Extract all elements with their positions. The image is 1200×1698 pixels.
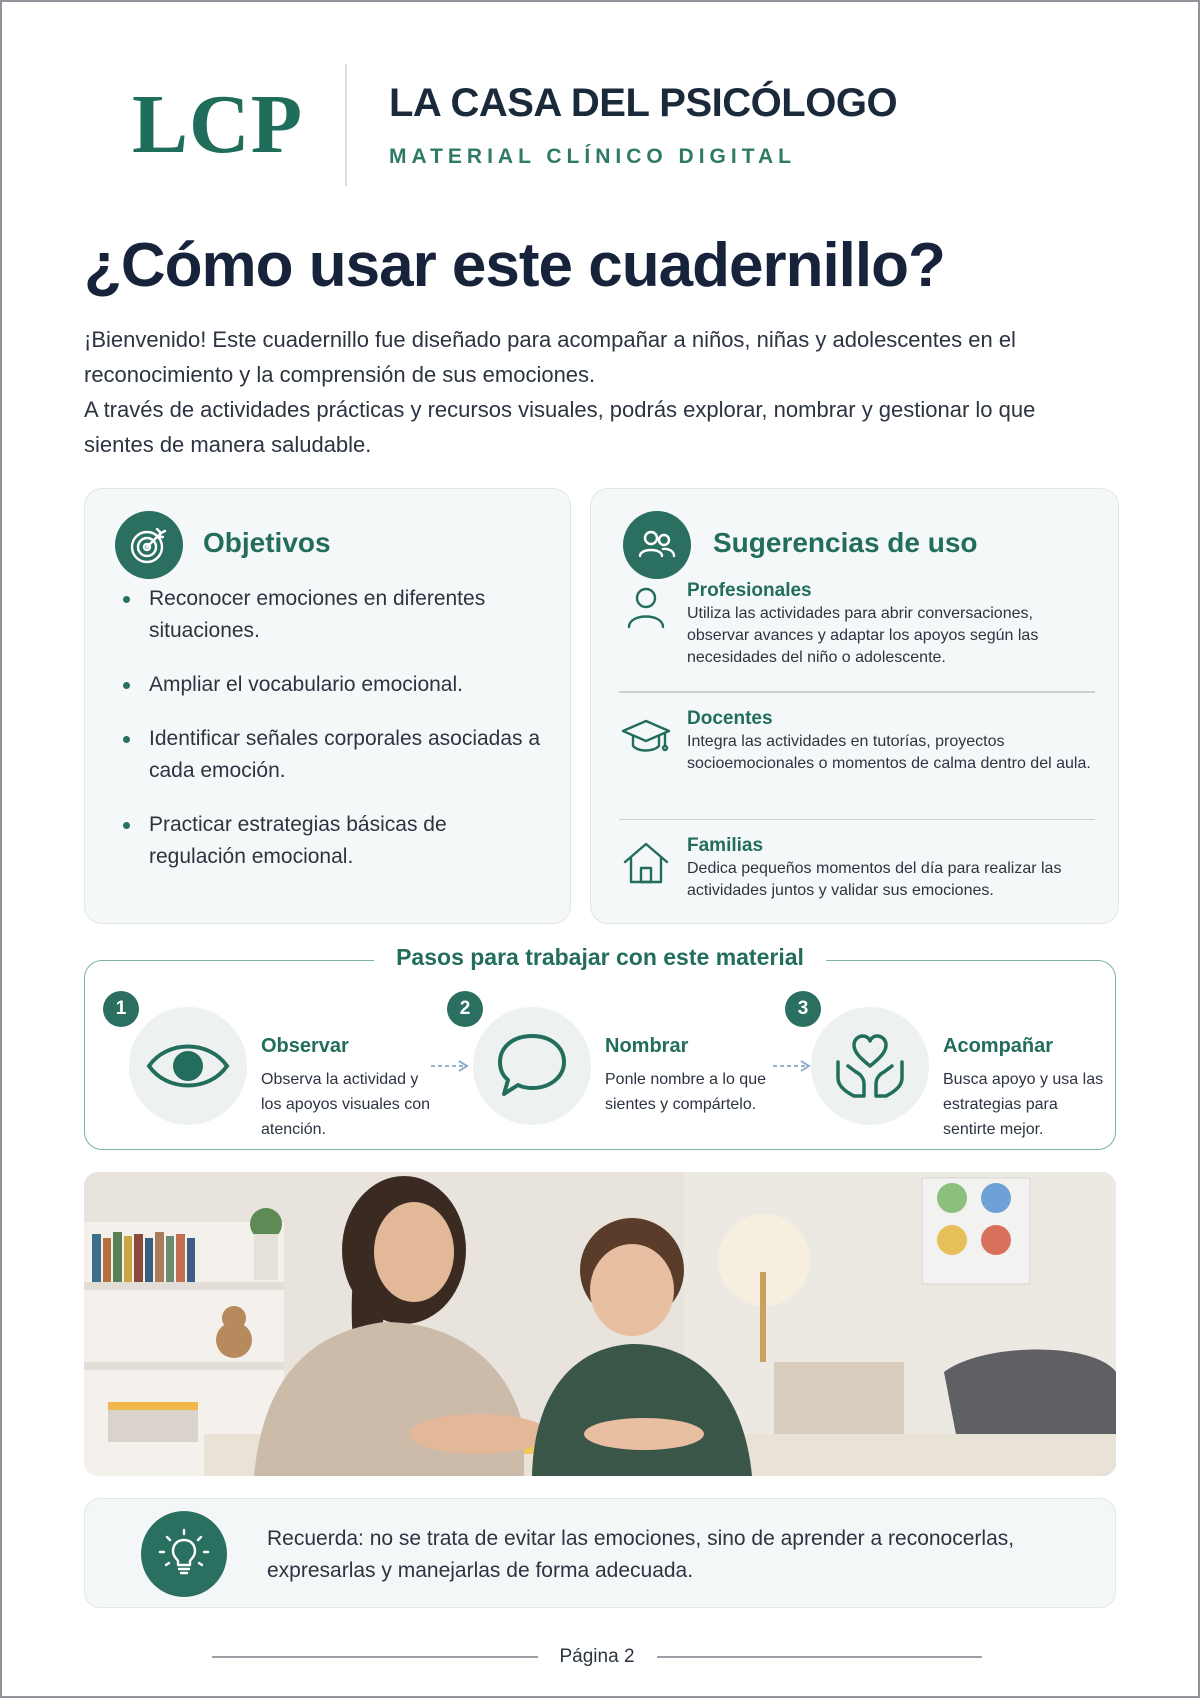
suggestions-card <box>590 488 1119 924</box>
footer-line <box>657 1656 983 1658</box>
step-accompany <box>785 991 1115 1138</box>
suggestion-text: Integra las actividades en tutorías, proyectos socioemocionales o momentos de calma dentro del aula. <box>687 732 1091 772</box>
intro-text <box>84 322 1044 462</box>
divider <box>619 819 1095 821</box>
list-item <box>615 707 1095 807</box>
step-icon-circle <box>129 1007 247 1125</box>
reminder-text: Recuerda: no se trata de evitar las emociones, sino de aprender a reconocerlas, expresarlas y manejarlas de forma adecuada. <box>267 1527 1015 1582</box>
footer-line <box>212 1656 538 1658</box>
step-text: Busca apoyo y usa las estrategias para sentirte mejor. <box>943 1071 1104 1138</box>
step-title: Nombrar <box>605 1035 689 1057</box>
heart-hands-icon <box>830 1026 910 1106</box>
step-name <box>447 991 777 1131</box>
page-title: ¿Cómo usar este cuadernillo? <box>84 231 945 300</box>
house-icon <box>621 838 671 888</box>
objectives-list <box>119 583 549 895</box>
step-number: 3 <box>785 991 821 1027</box>
photo-illustration <box>84 1172 1116 1476</box>
suggestion-title: Familias <box>687 835 764 856</box>
step-observe <box>103 991 433 1138</box>
steps-heading: Pasos para trabajar con este material <box>374 944 826 971</box>
list-item <box>615 579 1095 679</box>
bullet-icon <box>123 596 130 603</box>
step-icon-circle <box>473 1007 591 1125</box>
brand-subtitle: MATERIAL CLÍNICO DIGITAL <box>389 145 796 168</box>
person-icon <box>621 583 671 633</box>
objectives-card <box>84 488 571 924</box>
brand-title: LA CASA DEL PSICÓLOGO <box>389 81 898 125</box>
page-number: Página 2 <box>559 1646 635 1667</box>
target-icon <box>115 511 183 579</box>
header-divider <box>345 64 347 186</box>
suggestion-title: Docentes <box>687 707 773 729</box>
step-number: 1 <box>103 991 139 1027</box>
suggestion-title: Profesionales <box>687 580 812 601</box>
bullet-icon <box>123 736 130 743</box>
lightbulb-icon <box>141 1511 227 1597</box>
intro-paragraph: ¡Bienvenido! Este cuadernillo fue diseñado para acompañar a niños, niñas y adolescentes en el reconocimiento y la comprensión de sus emociones. <box>84 327 1016 387</box>
step-text: Observa la actividad y los apoyos visuales con atención. <box>261 1071 430 1138</box>
intro-paragraph: A través de actividades prácticas y recursos visuales, podrás explorar, nombrar y gestionar lo que sientes de manera saludable. <box>84 397 1036 457</box>
footer <box>212 1646 982 1668</box>
reminder-box <box>84 1498 1116 1608</box>
step-title: Observar <box>261 1035 349 1057</box>
steps-section <box>84 944 1116 1150</box>
eye-icon <box>145 1036 231 1096</box>
photo-therapy-session <box>84 1172 1116 1476</box>
list-item: Practicar estrategias básicas de regulación emocional. <box>119 809 549 873</box>
suggestions-list <box>615 579 1095 934</box>
list-item: Identificar señales corporales asociadas a cada emoción. <box>119 723 549 787</box>
objectives-title: Objetivos <box>203 527 331 558</box>
step-text: Ponle nombre a lo que sientes y compártelo. <box>605 1071 766 1113</box>
list-item: Reconocer emociones en diferentes situaciones. <box>119 583 549 647</box>
bullet-icon <box>123 682 130 689</box>
logo: LCP <box>132 78 303 171</box>
list-item: Ampliar el vocabulario emocional. <box>119 669 549 701</box>
step-icon-circle <box>811 1007 929 1125</box>
brand-block <box>389 81 897 169</box>
bullet-icon <box>123 822 130 829</box>
speech-bubble-icon <box>494 1030 570 1102</box>
suggestion-text: Utiliza las actividades para abrir conversaciones, observar avances y adaptar los apoyos según las necesidades del niño o adolescente. <box>687 605 1039 666</box>
people-icon <box>623 511 691 579</box>
header <box>132 64 897 186</box>
step-number: 2 <box>447 991 483 1027</box>
step-title: Acompañar <box>943 1035 1054 1057</box>
list-item <box>615 834 1095 934</box>
suggestions-title: Sugerencias de uso <box>713 527 978 558</box>
graduation-cap-icon <box>621 711 671 761</box>
suggestion-text: Dedica pequeños momentos del día para realizar las actividades juntos y validar sus emociones. <box>687 860 1062 899</box>
divider <box>619 691 1095 693</box>
